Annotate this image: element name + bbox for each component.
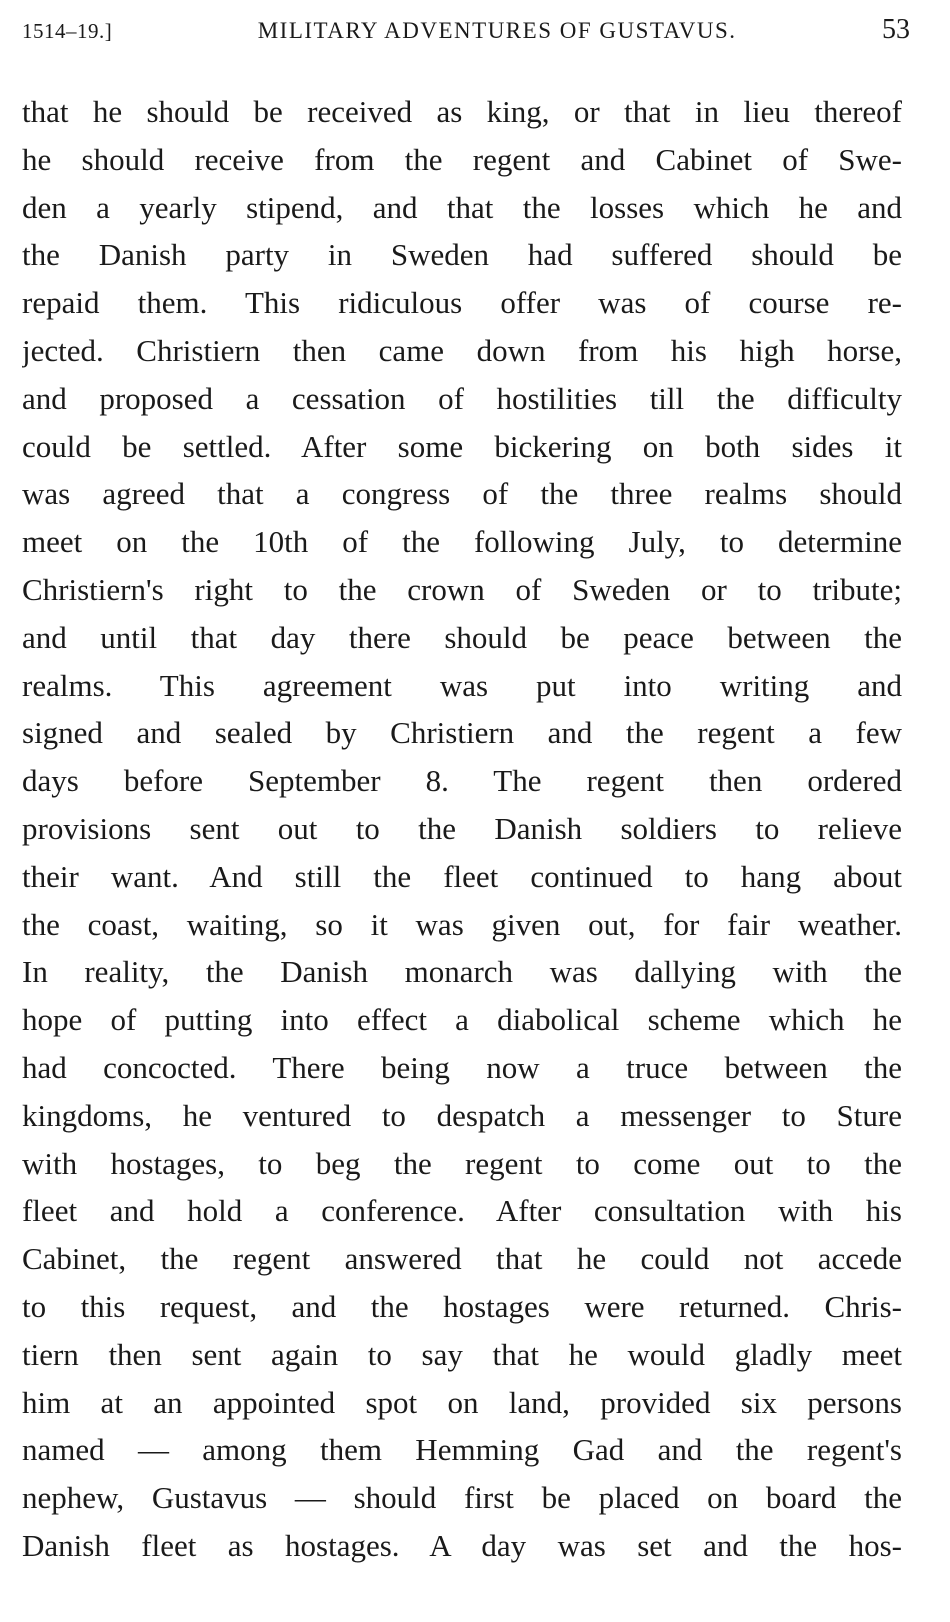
text-line: and proposed a cessation of hostilities till the difficulty (22, 380, 902, 416)
body-text (22, 88, 902, 1570)
text-line: was agreed that a congress of the three realms should (22, 476, 902, 512)
text-line: him at an appointed spot on land, provided six persons (22, 1384, 902, 1420)
text-line: Cabinet, the regent answered that he could not accede (22, 1241, 902, 1277)
running-head (22, 14, 910, 54)
text-line: had concocted. There being now a truce between the (22, 1049, 902, 1085)
text-line: tiern then sent again to say that he would gladly meet (22, 1336, 902, 1372)
text-line: the Danish party in Sweden had suffered should be (22, 237, 902, 273)
text-line: the coast, waiting, so it was given out, for fair weather. (22, 906, 902, 942)
text-line: to this request, and the hostages were returned. Chris- (22, 1288, 902, 1324)
text-line: In reality, the Danish monarch was dallying with the (22, 954, 902, 990)
text-line: den a yearly stipend, and that the losses which he and (22, 189, 902, 225)
text-line: repaid them. This ridiculous offer was of course re- (22, 285, 902, 321)
text-line: named — among them Hemming Gad and the regent's (22, 1432, 902, 1468)
text-line: he should receive from the regent and Cabinet of Swe- (22, 141, 902, 177)
text-line: provisions sent out to the Danish soldiers to relieve (22, 810, 902, 846)
chapter-title: MILITARY ADVENTURES OF GUSTAVUS. (257, 18, 737, 43)
text-line: kingdoms, he ventured to despatch a messenger to Sture (22, 1097, 902, 1133)
text-line: fleet and hold a conference. After consultation with his (22, 1193, 902, 1229)
text-line: nephew, Gustavus — should first be placed on board the (22, 1480, 902, 1516)
text-line: days before September 8. The regent then ordered (22, 763, 902, 799)
text-line: hope of putting into effect a diabolical scheme which he (22, 1002, 902, 1038)
text-line: realms. This agreement was put into writing and (22, 667, 902, 703)
text-line: their want. And still the fleet continued to hang about (22, 858, 902, 894)
text-line: that he should be received as king, or that in lieu thereof (22, 94, 902, 129)
text-line: with hostages, to beg the regent to come out to the (22, 1145, 902, 1181)
text-line: Danish fleet as hostages. A day was set and the hos- (22, 1527, 902, 1563)
text-line: Christiern's right to the crown of Sweden or to tribute; (22, 571, 902, 607)
date-range: 1514–19.] (22, 19, 113, 43)
text-line: signed and sealed by Christiern and the regent a few (22, 715, 902, 751)
text-line: jected. Christiern then came down from his high horse, (22, 332, 902, 368)
text-line: meet on the 10th of the following July, to determine (22, 524, 902, 560)
text-line: could be settled. After some bickering on both sides it (22, 428, 902, 464)
text-line: and until that day there should be peace between the (22, 619, 902, 655)
page-number: 53 (882, 14, 910, 45)
